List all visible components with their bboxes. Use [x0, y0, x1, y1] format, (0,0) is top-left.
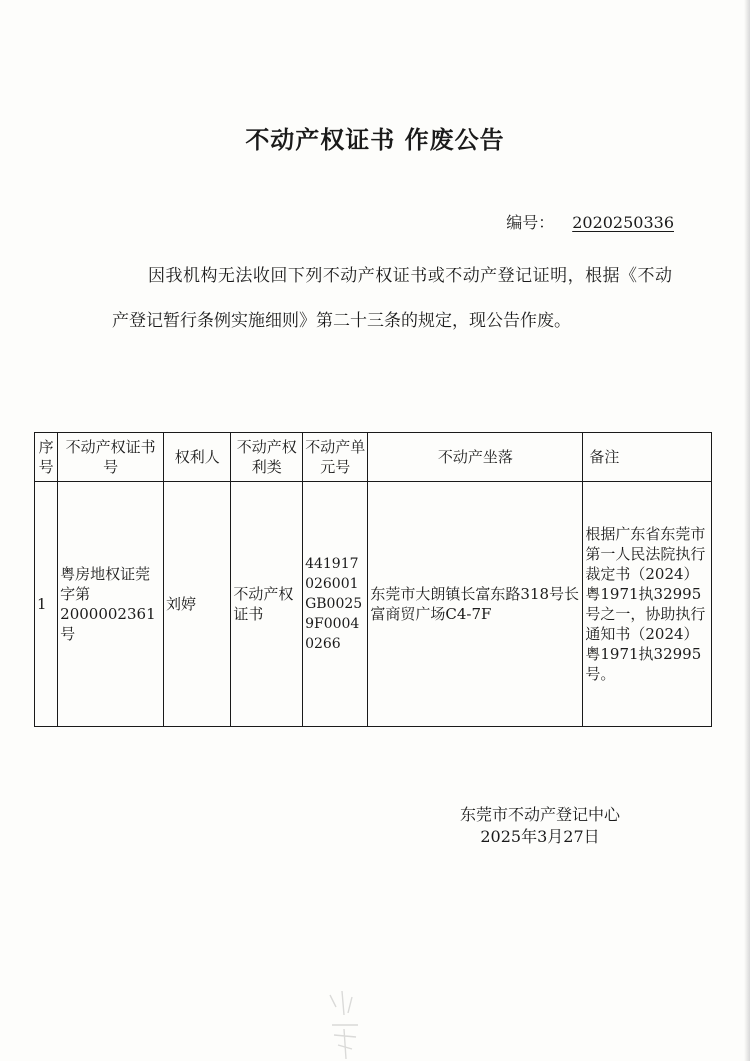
scan-edge-shadow	[744, 0, 750, 1061]
notice-body: 因我机构无法收回下列不动产权证书或不动产登记证明，根据《不动产登记暂行条例实施细则》第二十三条的规定，现公告作废。	[112, 266, 672, 331]
issuer-block	[420, 804, 660, 848]
header-right-type: 不动产权利类	[231, 433, 303, 482]
issue-date: 2025年3月27日	[480, 827, 600, 846]
voided-certificates-table	[34, 432, 712, 727]
table-row	[35, 482, 712, 727]
header-owner: 权利人	[163, 433, 230, 482]
cell-owner: 刘婷	[163, 482, 230, 727]
issuer-name: 东莞市不动产登记中心	[459, 805, 620, 824]
header-unit-no: 不动产单元号	[303, 433, 368, 482]
notice-title: 不动产权证书 作废公告	[245, 126, 505, 154]
cell-location: 东莞市大朗镇长富东路318号长富商贸广场C4-7F	[368, 482, 583, 727]
cell-seq: 1	[35, 482, 58, 727]
document-number-value: 2020250336	[572, 213, 674, 232]
header-note: 备注	[583, 433, 712, 482]
faint-seal-mark-icon	[322, 985, 368, 1061]
document-number	[506, 210, 674, 233]
header-seq: 序号	[35, 433, 58, 482]
cell-note: 根据广东省东莞市第一人民法院执行裁定书（2024）粤1971执32995号之一，协助执行通知书（2024）粤1971执32995号。	[583, 482, 712, 727]
table-header-row	[35, 433, 712, 482]
document-number-label: 编号：	[506, 213, 555, 232]
header-cert-no: 不动产权证书号	[58, 433, 164, 482]
cell-right-type: 不动产权证书	[231, 482, 303, 727]
cell-cert-no: 粤房地权证莞字第2000002361号	[58, 482, 164, 727]
cell-unit-no: 441917026001GB00259F00040266	[303, 482, 368, 727]
header-location: 不动产坐落	[368, 433, 583, 482]
